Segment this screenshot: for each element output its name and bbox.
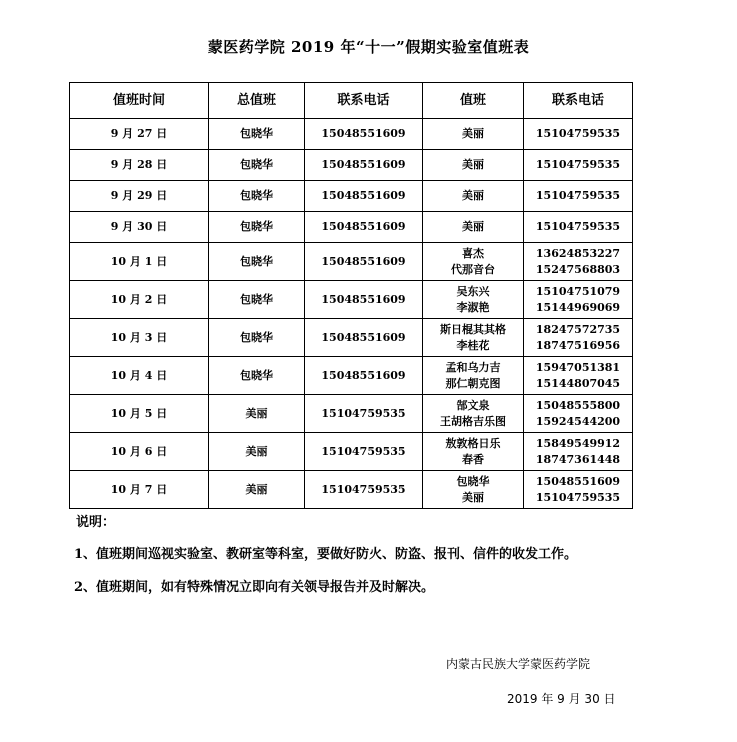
duty-phone: 15104759535 — [535, 158, 621, 171]
cell-duty-phone — [524, 471, 633, 509]
cell-chief-phone: 15048551609 — [305, 119, 423, 150]
duty-name: 李桂花 — [456, 338, 490, 352]
cell-date: 10 月 1 日 — [70, 243, 209, 281]
duty-phone: 15924544200 — [535, 414, 621, 428]
duty-name: 代那音台 — [451, 262, 495, 276]
table-row — [70, 319, 633, 357]
header-chief-phone: 联系电话 — [305, 83, 423, 119]
cell-duty — [423, 357, 524, 395]
table-row — [70, 281, 633, 319]
cell-date: 9 月 29 日 — [70, 181, 209, 212]
cell-chief: 包晓华 — [209, 281, 305, 319]
cell-duty-phone — [524, 243, 633, 281]
cell-duty — [423, 433, 524, 471]
table-header-row — [70, 83, 633, 119]
duty-name: 美丽 — [462, 220, 484, 233]
table-row — [70, 243, 633, 281]
duty-name: 喜杰 — [462, 246, 484, 260]
duty-name: 李淑艳 — [456, 300, 490, 314]
cell-chief-phone: 15104759535 — [305, 433, 423, 471]
duty-name: 斯日棍其其格 — [440, 322, 506, 336]
cell-duty-phone — [524, 357, 633, 395]
duty-phone: 15247568803 — [535, 262, 621, 276]
note-item-2: 2、值班期间，如有特殊情况立即向有关领导报告并及时解决。 — [74, 580, 435, 595]
table-row — [70, 433, 633, 471]
duty-table — [69, 82, 633, 509]
cell-duty-phone — [524, 181, 633, 212]
duty-name: 王胡格吉乐图 — [440, 414, 506, 428]
duty-phone: 18247572735 — [535, 322, 621, 336]
cell-date: 10 月 2 日 — [70, 281, 209, 319]
table-row — [70, 395, 633, 433]
duty-name: 美丽 — [462, 127, 484, 140]
table-row — [70, 357, 633, 395]
cell-chief-phone: 15104759535 — [305, 471, 423, 509]
duty-phone: 15947051381 — [535, 360, 621, 374]
cell-chief: 美丽 — [209, 433, 305, 471]
cell-duty — [423, 395, 524, 433]
duty-phone: 15144969069 — [535, 300, 621, 314]
cell-duty — [423, 212, 524, 243]
duty-name: 吴东兴 — [456, 284, 490, 298]
cell-chief-phone: 15048551609 — [305, 319, 423, 357]
header-chief: 总值班 — [209, 83, 305, 119]
table-row — [70, 181, 633, 212]
notes-heading: 说明： — [76, 515, 116, 530]
cell-date: 10 月 6 日 — [70, 433, 209, 471]
duty-phone: 15849549912 — [535, 436, 621, 450]
cell-date: 10 月 7 日 — [70, 471, 209, 509]
table-row — [70, 471, 633, 509]
duty-phone: 15048551609 — [535, 474, 621, 488]
cell-chief-phone: 15048551609 — [305, 243, 423, 281]
cell-chief: 包晓华 — [209, 150, 305, 181]
cell-duty — [423, 150, 524, 181]
signature-date: 2019 年 9 月 30 日 — [507, 692, 616, 706]
cell-chief-phone: 15048551609 — [305, 281, 423, 319]
duty-phone: 18747361448 — [535, 452, 621, 466]
cell-chief: 美丽 — [209, 395, 305, 433]
cell-duty-phone — [524, 212, 633, 243]
duty-name: 孟和乌力吉 — [445, 360, 501, 374]
cell-chief: 包晓华 — [209, 212, 305, 243]
duty-phone: 15104759535 — [535, 220, 621, 233]
cell-chief-phone: 15048551609 — [305, 357, 423, 395]
table-row — [70, 150, 633, 181]
cell-chief: 包晓华 — [209, 319, 305, 357]
cell-duty — [423, 181, 524, 212]
cell-chief-phone: 15048551609 — [305, 150, 423, 181]
duty-name: 美丽 — [462, 490, 484, 504]
duty-phone: 15144807045 — [535, 376, 621, 390]
duty-phone: 15104759535 — [535, 189, 621, 202]
cell-duty-phone — [524, 281, 633, 319]
duty-name: 美丽 — [462, 189, 484, 202]
cell-chief-phone: 15048551609 — [305, 181, 423, 212]
duty-phone: 15104759535 — [535, 490, 621, 504]
header-date: 值班时间 — [70, 83, 209, 119]
cell-date: 9 月 27 日 — [70, 119, 209, 150]
signature-organization: 内蒙古民族大学蒙医药学院 — [446, 657, 591, 671]
cell-duty — [423, 243, 524, 281]
cell-chief: 美丽 — [209, 471, 305, 509]
cell-date: 9 月 30 日 — [70, 212, 209, 243]
cell-date: 10 月 3 日 — [70, 319, 209, 357]
cell-duty-phone — [524, 150, 633, 181]
cell-duty-phone — [524, 433, 633, 471]
cell-chief-phone: 15048551609 — [305, 212, 423, 243]
duty-name: 敖敦格日乐 — [445, 436, 501, 450]
cell-duty — [423, 319, 524, 357]
header-duty-phone: 联系电话 — [524, 83, 633, 119]
cell-duty-phone — [524, 395, 633, 433]
document-title: 蒙医药学院 2019 年“十一”假期实验室值班表 — [207, 38, 530, 56]
table-row — [70, 119, 633, 150]
cell-duty-phone — [524, 319, 633, 357]
duty-phone: 15048555800 — [535, 398, 621, 412]
table-row — [70, 212, 633, 243]
cell-duty — [423, 471, 524, 509]
cell-chief: 包晓华 — [209, 357, 305, 395]
cell-duty — [423, 119, 524, 150]
cell-duty-phone — [524, 119, 633, 150]
duty-phone: 13624853227 — [535, 246, 621, 260]
duty-name: 美丽 — [462, 158, 484, 171]
cell-chief-phone: 15104759535 — [305, 395, 423, 433]
cell-date: 9 月 28 日 — [70, 150, 209, 181]
cell-chief: 包晓华 — [209, 243, 305, 281]
duty-name: 包晓华 — [456, 474, 490, 488]
duty-phone: 15104751079 — [535, 284, 621, 298]
duty-name: 春香 — [462, 452, 484, 466]
duty-phone: 18747516956 — [535, 338, 621, 352]
cell-duty — [423, 281, 524, 319]
header-duty: 值班 — [423, 83, 524, 119]
cell-date: 10 月 5 日 — [70, 395, 209, 433]
cell-date: 10 月 4 日 — [70, 357, 209, 395]
duty-name: 郜文泉 — [456, 398, 490, 412]
cell-chief: 包晓华 — [209, 119, 305, 150]
duty-name: 那仁朝克图 — [445, 376, 501, 390]
duty-phone: 15104759535 — [535, 127, 621, 140]
cell-chief: 包晓华 — [209, 181, 305, 212]
table-body — [70, 119, 633, 509]
note-item-1: 1、值班期间巡视实验室、教研室等科室，要做好防火、防盗、报刊、信件的收发工作。 — [74, 547, 578, 562]
